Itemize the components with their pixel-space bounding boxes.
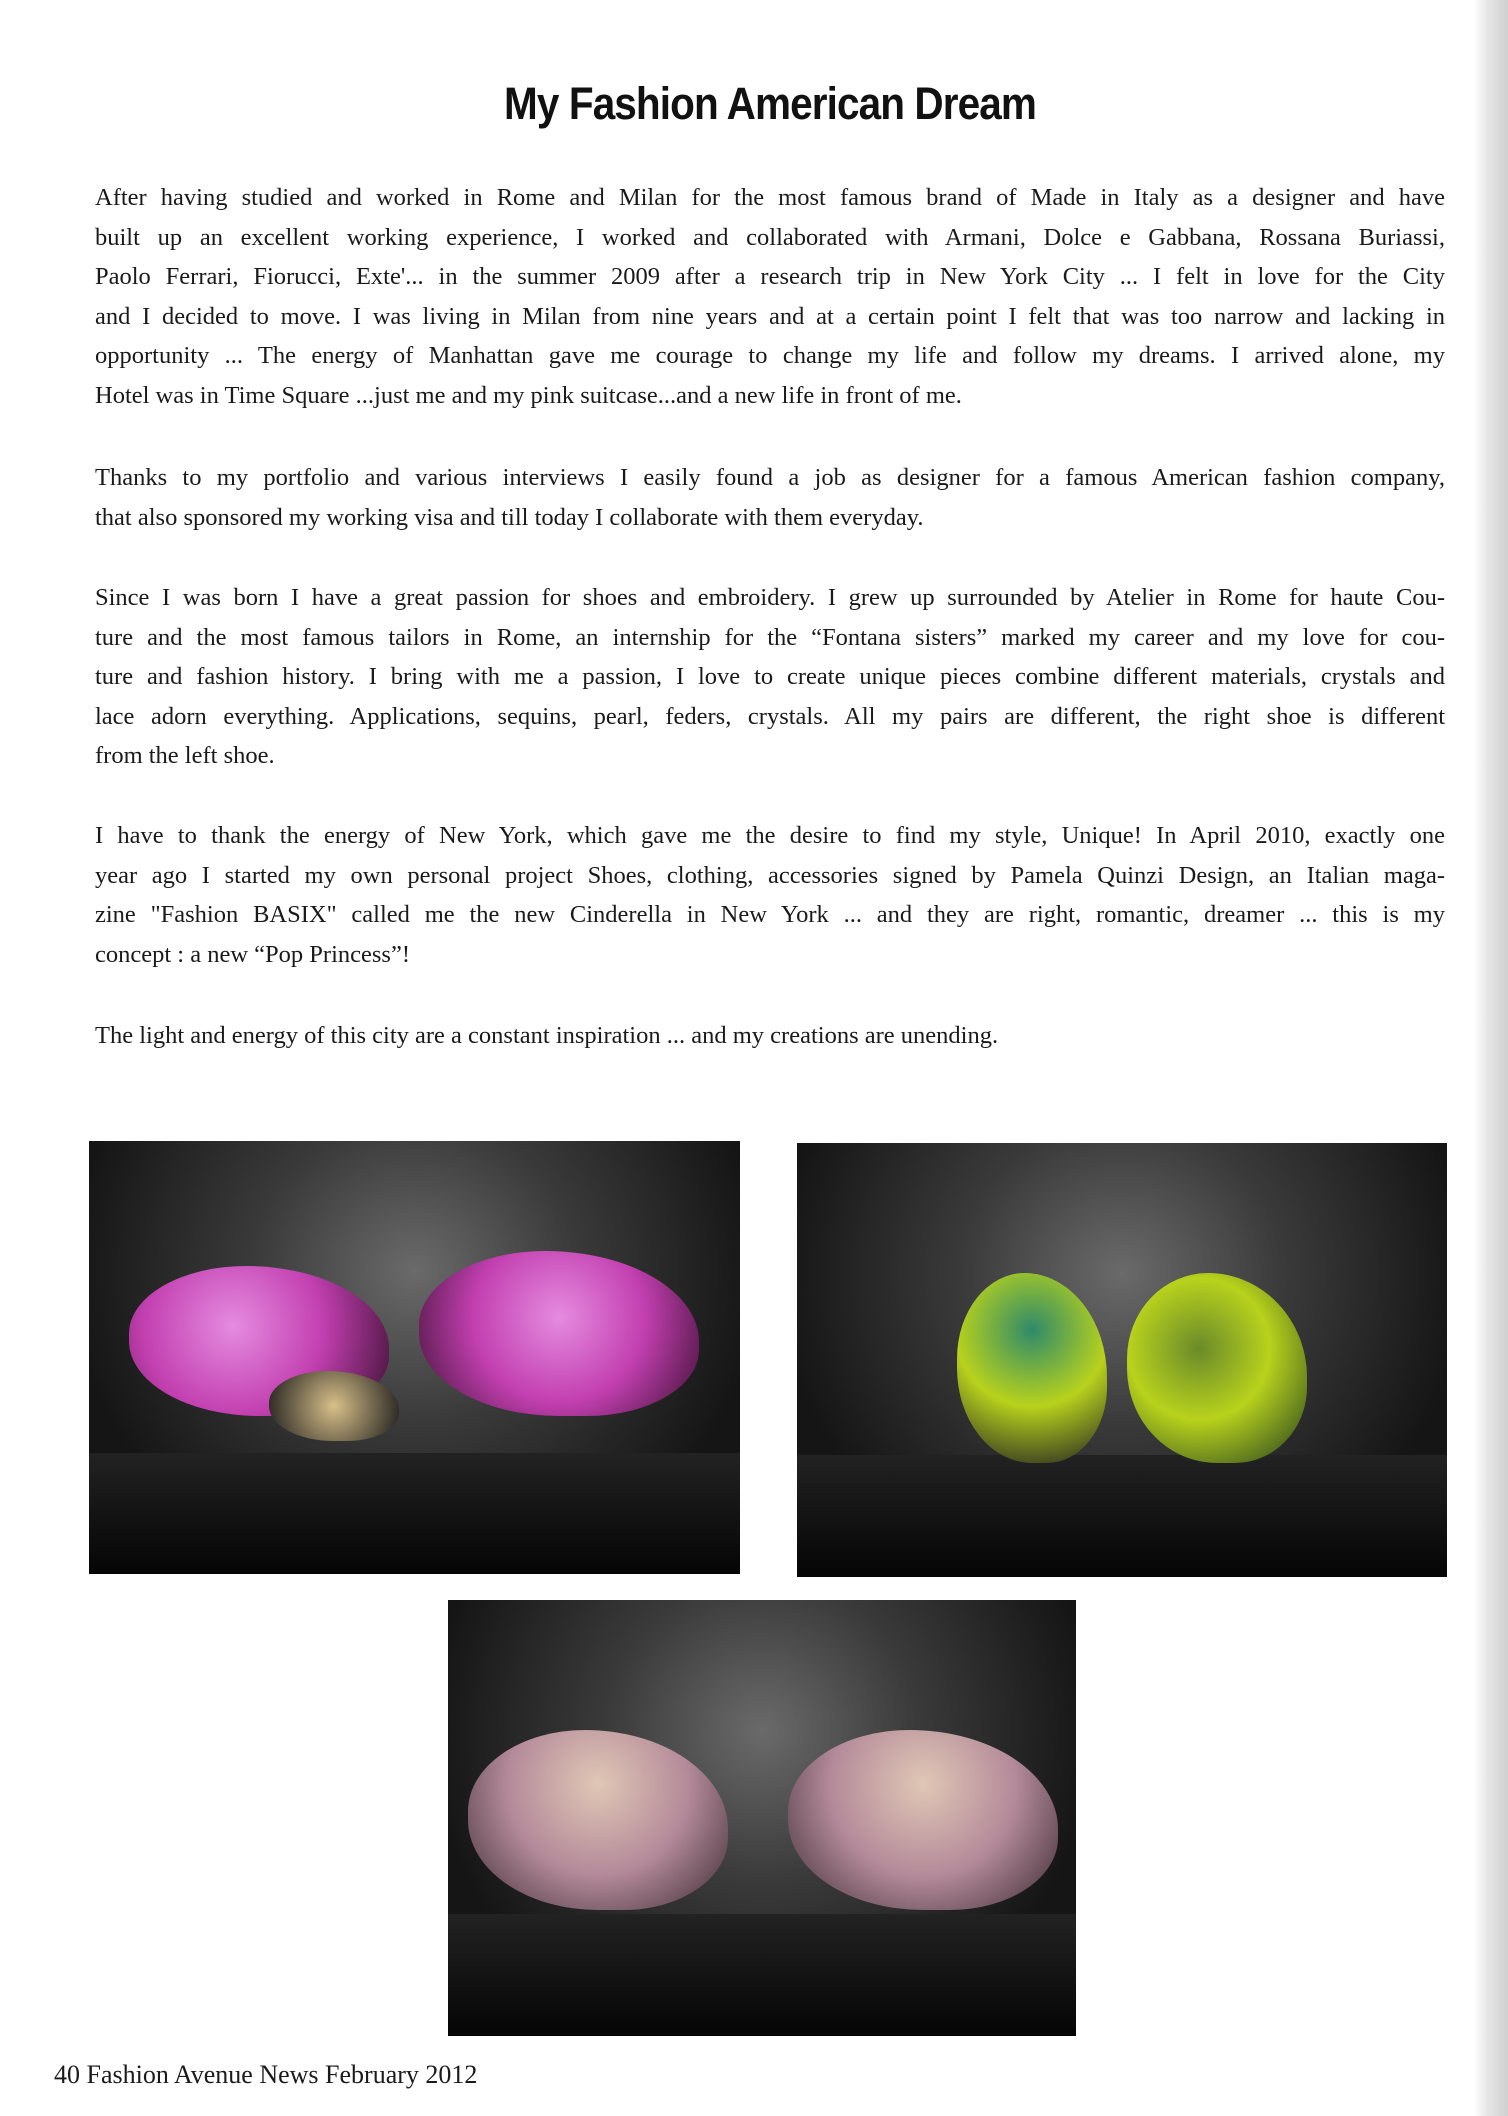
paragraph-line: from the left shoe. xyxy=(95,742,275,769)
paragraph-line: Since I was born I have a great passion for shoes and embroidery. I grew up surrounded by Atelier in Rome for haute Cou- xyxy=(95,584,1445,611)
paragraph-line: ture and the most famous tailors in Rome, an internship for the “Fontana sisters” marked my career and my love for cou- xyxy=(95,623,1445,651)
paragraph-line: concept : a new “Pop Princess”! xyxy=(95,940,410,968)
paragraph-line: that also sponsored my working visa and till today I collaborate with them everyday. xyxy=(95,503,924,531)
paragraph-line: I have to thank the energy of New York, which gave me the desire to find my style, Unique! In April 2010, exactly one xyxy=(95,822,1445,849)
paragraph-line: Hotel was in Time Square ...just me and my pink suitcase...and a new life in front of me. xyxy=(95,381,962,409)
paragraph-line: and I decided to move. I was living in Milan from nine years and at a certain point I felt that was too narrow and lacking in xyxy=(95,302,1445,330)
paragraph-line: built up an excellent working experience, I worked and collaborated with Armani, Dolce e Gabbana, Rossana Buriassi, xyxy=(95,223,1445,251)
article-paragraph xyxy=(95,816,1445,974)
photo-green-boots xyxy=(797,1143,1447,1577)
article-title: My Fashion American Dream xyxy=(504,78,1036,129)
paragraph-line: year ago I started my own personal project Shoes, clothing, accessories signed by Pamela Quinzi Design, an Italian maga- xyxy=(95,861,1445,889)
paragraph-line: lace adorn everything. Applications, sequins, pearl, feders, crystals. All my pairs are different, the right shoe is different xyxy=(95,702,1445,730)
photo-pink-boots xyxy=(89,1141,740,1574)
paragraph-line: Paolo Ferrari, Fiorucci, Exte'... in the summer 2009 after a research trip in New York City ... I felt in love for the City xyxy=(95,263,1445,290)
paragraph-line: Thanks to my portfolio and various interviews I easily found a job as designer for a famous American fashion company, xyxy=(95,464,1445,491)
photo-mauve-boots xyxy=(448,1600,1076,2036)
paragraph-line: zine "Fashion BASIX" called me the new Cinderella in New York ... and they are right, romantic, dreamer ... this is my xyxy=(95,901,1445,928)
paragraph-line: opportunity ... The energy of Manhattan gave me courage to change my life and follow my dreams. I arrived alone, my xyxy=(95,342,1445,369)
article-paragraph xyxy=(95,458,1445,537)
paragraph-line: The light and energy of this city are a constant inspiration ... and my creations are unending. xyxy=(95,1022,999,1049)
article-paragraph xyxy=(95,578,1445,776)
page-edge-shadow xyxy=(1474,0,1508,2116)
paragraph-line: ture and fashion history. I bring with me a passion, I love to create unique pieces combine different materials, crystals and xyxy=(95,663,1445,690)
article-paragraph xyxy=(95,1016,1445,1056)
paragraph-line: After having studied and worked in Rome and Milan for the most famous brand of Made in Italy as a designer and have xyxy=(95,184,1445,211)
article-paragraph xyxy=(95,178,1445,415)
page-footer: 40 Fashion Avenue News February 2012 xyxy=(54,2060,478,2089)
